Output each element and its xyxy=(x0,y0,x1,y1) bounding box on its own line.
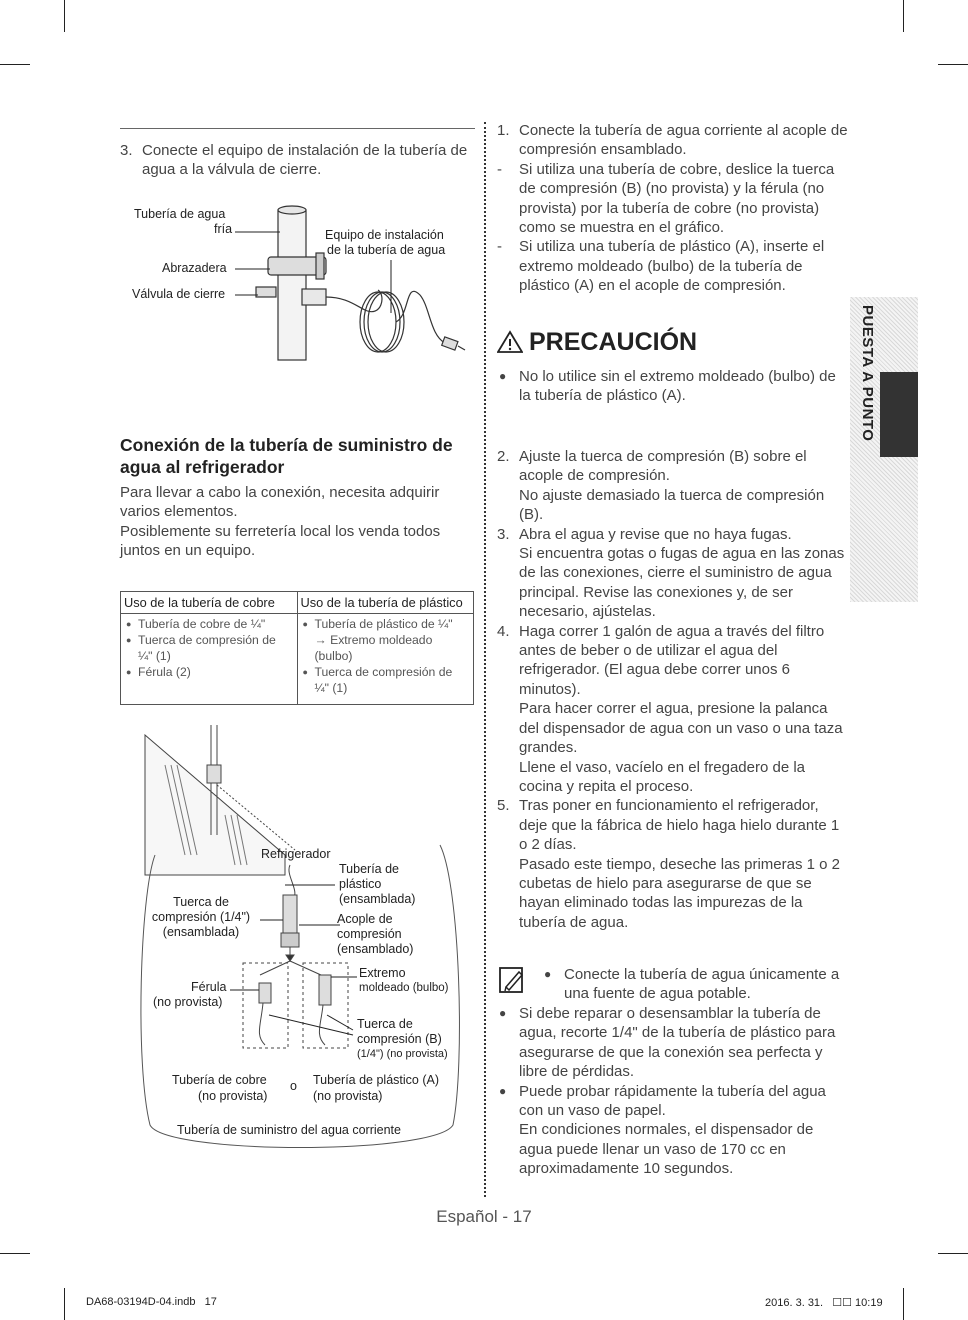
pencil-note-icon xyxy=(497,965,527,995)
label-shutoff: Válvula de cierre xyxy=(132,287,226,301)
crop-mark xyxy=(903,0,904,32)
step-1: 1. Conecte la tubería de agua corriente al acople de compresión ensamblado. xyxy=(497,122,848,159)
note-1: ● Conecte la tubería de agua únicamente a una fuente de agua potable. xyxy=(544,966,840,1003)
label-plastic-a-2: (no provista) xyxy=(313,1089,383,1103)
parts-table xyxy=(120,591,474,705)
step-3: 3. Conecte el equipo de instalación de la tubería de agua a la válvula de cierre. xyxy=(120,142,468,179)
table-cell-plastic: ● Tubería de plástico de ¼" → Extremo moldeado (bulbo) ● Tuerca de compresión de ¼" (1) xyxy=(297,614,474,705)
label-or: o xyxy=(290,1079,297,1093)
label-plastic-a: Tubería de plástico (A) xyxy=(313,1073,439,1087)
step-2: 2. Ajuste la tuerca de compresión (B) sobre el acople de compresión. No ajuste demasiado la tuerca de compresión (B). xyxy=(497,448,825,524)
label-cold-pipe: Tubería de agua xyxy=(134,207,226,221)
warning-triangle-icon xyxy=(497,330,523,354)
plastic-note: - Si utiliza una tubería de plástico (A), inserte el extremo moldeado (bulbo) de la tubería de plástico (A) en el acople de compresión. xyxy=(497,238,825,295)
crop-mark xyxy=(64,1288,65,1320)
label-kit: Equipo de instalación xyxy=(325,228,444,242)
intro-text: Para llevar a cabo la conexión, necesita adquirir varios elementos. Posiblemente su ferretería local los venda todos juntos en un equipo. xyxy=(120,484,441,560)
label-comp-nut-assembled: Tuerca de compresión (1/4") (ensamblada) xyxy=(151,895,251,939)
table-cell-copper: ● Tubería de cobre de ¼" ● Tuerca de compresión de ¼" (1) ● Férula (2) xyxy=(121,614,298,705)
label-comp-nut-b-2: compresión (B) xyxy=(357,1032,442,1046)
footer-date: 2016. 3. 31. ☐☐ 10:19 xyxy=(765,1297,883,1309)
caution-text: ● No lo utilice sin el extremo moldeado (bulbo) de la tubería de plástico (A). xyxy=(499,368,836,405)
label-refrigerator: Refrigerador xyxy=(261,847,331,861)
caution-heading: PRECAUCIÓN xyxy=(497,326,697,358)
footer-file: DA68-03194D-04.indb 17 xyxy=(86,1296,217,1308)
label-comp-nut-b: Tuerca de xyxy=(357,1017,413,1031)
crop-mark xyxy=(938,64,968,65)
label-clamp: Abrazadera xyxy=(162,261,227,275)
side-tab-label: PUESTA A PUNTO xyxy=(859,305,876,442)
label-supply: Tubería de suministro del agua corriente xyxy=(177,1123,401,1137)
section-heading: Conexión de la tubería de suministro de agua al refrigerador xyxy=(120,435,453,477)
table-header-copper: Uso de la tubería de cobre xyxy=(121,592,298,614)
instructions-top xyxy=(497,121,849,296)
crop-mark xyxy=(938,1253,968,1254)
figure-supply-connection xyxy=(135,725,465,1165)
label-cold-pipe-2: fría xyxy=(214,222,233,236)
label-plastic-pipe: Tubería de plástico (ensamblada) xyxy=(339,862,416,906)
section-side-tab xyxy=(850,297,918,602)
label-molded-end: Extremo xyxy=(359,966,406,980)
table-header-plastic: Uso de la tubería de plástico xyxy=(297,592,474,614)
step-5: 5. Tras poner en funcionamiento el refrigerador, deje que la fábrica de hielo haga hielo durante 1 o 2 días. Pasado este tiempo, deseche las primeras 1 o 2 cubetas de hielo para asegurarse de que se hayan eliminado todas las impurezas de la tubería de agua. xyxy=(497,797,841,931)
instructions-bottom xyxy=(497,447,849,932)
label-kit-2: de la tubería de agua xyxy=(327,243,446,257)
label-copper: Tubería de cobre xyxy=(172,1073,267,1087)
column-divider xyxy=(484,122,486,1197)
label-ferrule: Férula xyxy=(191,980,227,994)
label-coupling: Acople de compresión (ensamblado) xyxy=(337,912,414,956)
step-4: 4. Haga correr 1 galón de agua a través del filtro antes de beber o de utilizar el agua del refrigerador. (El agua debe correr unos 6 minutos). Para hacer correr el agua, presione la palanca del dispensador de agua con un vaso o una taza grandes. Llene el vaso, vacíelo en el fregadero de la cocina y repita el proceso. xyxy=(497,622,843,795)
note-3: ● Puede probar rápidamente la tubería del agua con un vaso de papel. En condiciones normales, el dispensador de agua puede llenar un vaso de 170 cc en aproximadamente 10 segundos. xyxy=(499,1082,826,1178)
notes-list xyxy=(497,1004,849,1179)
crop-mark xyxy=(903,1288,904,1320)
page-number: Español - 17 xyxy=(436,1207,532,1226)
label-molded-end-2: moldeado (bulbo) xyxy=(359,982,449,994)
crop-mark xyxy=(0,64,30,65)
note-icon xyxy=(497,965,527,1000)
side-tab-marker xyxy=(880,372,918,457)
copper-note: - Si utiliza una tubería de cobre, deslice la tuerca de compresión (B) (no provista) y la férula (no provista) por la tubería de cobre (no provista) como se muestra en el gráfico. xyxy=(497,160,835,237)
crop-mark xyxy=(64,0,65,32)
label-ferrule-2: (no provista) xyxy=(153,995,223,1009)
crop-mark xyxy=(0,1253,30,1254)
note-2: ● Si debe reparar o desensamblar la tubería de agua, recorte 1/4" de la tubería de plástico para asegurarse de que la conexión sea perfecta y libre de pérdidas. xyxy=(499,1005,836,1081)
step-3-water: 3. Abra el agua y revise que no haya fugas. Si encuentra gotas o fugas de agua en las zonas de las conexiones, cierre el suministro de agua principal. Revise las conexiones y, de ser necesario, ajústelas. xyxy=(497,525,845,621)
column-rule xyxy=(120,128,475,129)
figure-shutoff-valve xyxy=(120,195,480,370)
label-copper-2: (no provista) xyxy=(198,1089,268,1103)
label-comp-nut-b-3: (1/4") (no provista) xyxy=(357,1048,448,1060)
